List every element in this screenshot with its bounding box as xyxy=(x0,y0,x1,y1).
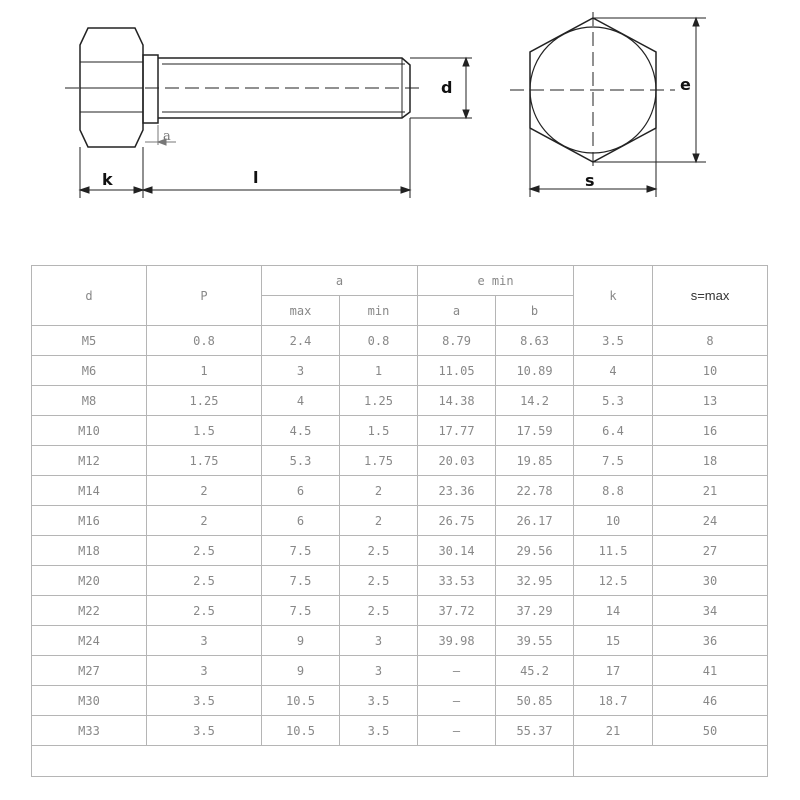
table-row xyxy=(32,326,768,356)
cell-e-b: 26.17 xyxy=(496,506,574,536)
header-k: k xyxy=(574,266,653,326)
cell-e-a: — xyxy=(418,656,496,686)
cell-s-max: 16 xyxy=(653,416,768,446)
table-row xyxy=(32,596,768,626)
label-d: d xyxy=(441,78,453,97)
cell-k: 10 xyxy=(574,506,653,536)
cell-a-max: 10.5 xyxy=(262,716,340,746)
cell-a-min: 1 xyxy=(340,356,418,386)
cell-k: 3.5 xyxy=(574,326,653,356)
cell-k: 15 xyxy=(574,626,653,656)
header-e-b: b xyxy=(496,296,574,326)
bolt-spec-table xyxy=(31,265,768,777)
table-row xyxy=(32,506,768,536)
cell-e-a: 17.77 xyxy=(418,416,496,446)
cell-k: 11.5 xyxy=(574,536,653,566)
cell-a-max: 6 xyxy=(262,506,340,536)
cell-k: 6.4 xyxy=(574,416,653,446)
cell-e-b: 37.29 xyxy=(496,596,574,626)
cell-p: 3 xyxy=(147,656,262,686)
cell-e-a: 37.72 xyxy=(418,596,496,626)
cell-s-max: 13 xyxy=(653,386,768,416)
cell-s-max: 10 xyxy=(653,356,768,386)
cell-a-max: 4 xyxy=(262,386,340,416)
table-row xyxy=(32,476,768,506)
label-e: e xyxy=(680,75,691,94)
cell-d: M6 xyxy=(32,356,147,386)
cell-s-max: 27 xyxy=(653,536,768,566)
cell-a-max: 9 xyxy=(262,626,340,656)
cell-d: M5 xyxy=(32,326,147,356)
cell-d: M30 xyxy=(32,686,147,716)
cell-s-max: 50 xyxy=(653,716,768,746)
cell-a-min: 3.5 xyxy=(340,686,418,716)
table-row xyxy=(32,386,768,416)
cell-e-b: 22.78 xyxy=(496,476,574,506)
cell-e-a: 20.03 xyxy=(418,446,496,476)
table-row xyxy=(32,626,768,656)
header-s-max: s=max xyxy=(653,266,768,326)
cell-p: 3.5 xyxy=(147,716,262,746)
cell-e-b: 17.59 xyxy=(496,416,574,446)
cell-e-a: 23.36 xyxy=(418,476,496,506)
header-e-min: e min xyxy=(418,266,574,296)
cell-p: 1.25 xyxy=(147,386,262,416)
cell-d: M16 xyxy=(32,506,147,536)
cell-s-max: 41 xyxy=(653,656,768,686)
cell-a-min: 3 xyxy=(340,626,418,656)
table-row xyxy=(32,716,768,746)
spec-table-footer xyxy=(32,746,768,777)
table-row xyxy=(32,686,768,716)
cell-d: M22 xyxy=(32,596,147,626)
table-row xyxy=(32,446,768,476)
cell-a-max: 10.5 xyxy=(262,686,340,716)
cell-e-a: 14.38 xyxy=(418,386,496,416)
cell-d: M12 xyxy=(32,446,147,476)
cell-p: 3.5 xyxy=(147,686,262,716)
cell-e-b: 32.95 xyxy=(496,566,574,596)
cell-s-max: 21 xyxy=(653,476,768,506)
cell-e-a: — xyxy=(418,716,496,746)
cell-d: M24 xyxy=(32,626,147,656)
bolt-technical-drawing xyxy=(0,0,800,250)
cell-k: 21 xyxy=(574,716,653,746)
cell-a-max: 6 xyxy=(262,476,340,506)
cell-a-max: 5.3 xyxy=(262,446,340,476)
cell-k: 17 xyxy=(574,656,653,686)
cell-s-max: 8 xyxy=(653,326,768,356)
cell-e-b: 8.63 xyxy=(496,326,574,356)
cell-d: M14 xyxy=(32,476,147,506)
label-a: a xyxy=(163,129,171,144)
empty-footer-cell xyxy=(32,746,574,777)
cell-p: 0.8 xyxy=(147,326,262,356)
cell-e-b: 45.2 xyxy=(496,656,574,686)
cell-a-min: 2.5 xyxy=(340,596,418,626)
header-a: a xyxy=(262,266,418,296)
cell-k: 12.5 xyxy=(574,566,653,596)
cell-k: 5.3 xyxy=(574,386,653,416)
bolt-side-view xyxy=(65,28,425,147)
cell-d: M8 xyxy=(32,386,147,416)
table-row xyxy=(32,536,768,566)
cell-e-b: 29.56 xyxy=(496,536,574,566)
cell-a-max: 3 xyxy=(262,356,340,386)
cell-k: 8.8 xyxy=(574,476,653,506)
cell-s-max: 34 xyxy=(653,596,768,626)
cell-k: 18.7 xyxy=(574,686,653,716)
dimension-a xyxy=(145,125,176,145)
cell-e-a: — xyxy=(418,686,496,716)
cell-k: 4 xyxy=(574,356,653,386)
cell-p: 2 xyxy=(147,476,262,506)
header-a-max: max xyxy=(262,296,340,326)
cell-p: 1.75 xyxy=(147,446,262,476)
cell-e-a: 33.53 xyxy=(418,566,496,596)
cell-e-b: 19.85 xyxy=(496,446,574,476)
bolt-end-view xyxy=(510,12,675,170)
cell-a-max: 4.5 xyxy=(262,416,340,446)
cell-a-max: 9 xyxy=(262,656,340,686)
cell-d: M10 xyxy=(32,416,147,446)
cell-e-b: 39.55 xyxy=(496,626,574,656)
cell-a-max: 7.5 xyxy=(262,536,340,566)
cell-a-min: 3.5 xyxy=(340,716,418,746)
cell-e-a: 30.14 xyxy=(418,536,496,566)
cell-e-a: 11.05 xyxy=(418,356,496,386)
cell-s-max: 30 xyxy=(653,566,768,596)
header-e-a: a xyxy=(418,296,496,326)
cell-d: M18 xyxy=(32,536,147,566)
cell-a-min: 0.8 xyxy=(340,326,418,356)
cell-a-min: 2.5 xyxy=(340,566,418,596)
cell-a-min: 2 xyxy=(340,476,418,506)
cell-a-min: 1.75 xyxy=(340,446,418,476)
cell-e-b: 50.85 xyxy=(496,686,574,716)
cell-e-a: 26.75 xyxy=(418,506,496,536)
cell-a-min: 3 xyxy=(340,656,418,686)
cell-k: 14 xyxy=(574,596,653,626)
label-s: s xyxy=(585,171,595,190)
spec-table-header xyxy=(32,266,768,326)
label-k: k xyxy=(102,170,113,189)
spec-table-body xyxy=(32,326,768,746)
header-d: d xyxy=(32,266,147,326)
table-row xyxy=(32,416,768,446)
cell-d: M27 xyxy=(32,656,147,686)
cell-e-a: 39.98 xyxy=(418,626,496,656)
cell-a-min: 2.5 xyxy=(340,536,418,566)
cell-a-max: 7.5 xyxy=(262,566,340,596)
cell-p: 1.5 xyxy=(147,416,262,446)
cell-e-b: 55.37 xyxy=(496,716,574,746)
empty-footer-cell-right xyxy=(574,746,768,777)
cell-s-max: 36 xyxy=(653,626,768,656)
cell-s-max: 18 xyxy=(653,446,768,476)
table-row xyxy=(32,566,768,596)
header-a-min: min xyxy=(340,296,418,326)
label-l: l xyxy=(253,168,259,187)
cell-a-min: 2 xyxy=(340,506,418,536)
cell-k: 7.5 xyxy=(574,446,653,476)
cell-e-b: 10.89 xyxy=(496,356,574,386)
cell-e-b: 14.2 xyxy=(496,386,574,416)
cell-p: 2 xyxy=(147,506,262,536)
cell-p: 1 xyxy=(147,356,262,386)
cell-a-max: 7.5 xyxy=(262,596,340,626)
cell-p: 3 xyxy=(147,626,262,656)
table-row xyxy=(32,356,768,386)
cell-d: M33 xyxy=(32,716,147,746)
cell-e-a: 8.79 xyxy=(418,326,496,356)
cell-p: 2.5 xyxy=(147,596,262,626)
header-p: P xyxy=(147,266,262,326)
cell-p: 2.5 xyxy=(147,536,262,566)
cell-p: 2.5 xyxy=(147,566,262,596)
cell-a-min: 1.5 xyxy=(340,416,418,446)
cell-a-max: 2.4 xyxy=(262,326,340,356)
bolt-flange xyxy=(143,55,158,123)
cell-s-max: 24 xyxy=(653,506,768,536)
table-row xyxy=(32,656,768,686)
cell-s-max: 46 xyxy=(653,686,768,716)
dimension-k-l xyxy=(80,118,410,198)
cell-a-min: 1.25 xyxy=(340,386,418,416)
cell-d: M20 xyxy=(32,566,147,596)
